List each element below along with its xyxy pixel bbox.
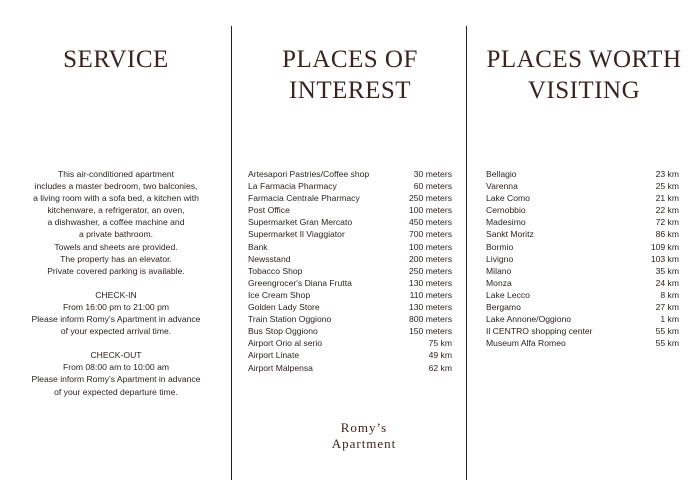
service-line: a dishwasher, a coffee machine and (47, 217, 185, 228)
place-name: Sankt Moritz (486, 229, 534, 240)
checkin-line: of your expected arrival time. (60, 326, 172, 337)
service-line: includes a master bedroom, two balconies, (34, 181, 198, 192)
list-item (248, 228, 452, 240)
place-name: Airport Linate (248, 350, 300, 361)
place-name: Lake Como (486, 193, 530, 204)
service-line: Private covered parking is available. (47, 265, 185, 276)
list-item (248, 349, 452, 361)
place-name: Lake Annone/Oggiono (486, 314, 572, 325)
place-name: Newsstand (248, 253, 291, 264)
place-distance: 250 meters (409, 265, 452, 276)
place-distance: 24 km (655, 277, 679, 288)
place-name: Ice Cream Shop (248, 289, 311, 300)
list-item (486, 301, 679, 313)
list-item (248, 277, 452, 289)
place-distance: 1 km (660, 314, 679, 325)
place-distance: 72 km (655, 217, 679, 228)
service-title: SERVICE (63, 46, 169, 73)
place-name: La Farmacia Pharmacy (248, 181, 337, 192)
list-item (248, 313, 452, 325)
list-item (486, 192, 679, 204)
place-name: Train Station Oggiono (248, 314, 332, 325)
list-item (248, 168, 452, 180)
place-distance: 130 meters (409, 302, 452, 313)
list-item (486, 277, 679, 289)
checkout-block (18, 349, 214, 397)
place-name: Airport Orio al serio (248, 338, 323, 349)
list-item (248, 325, 452, 337)
place-name: Post Office (248, 205, 290, 216)
place-distance: 60 meters (413, 181, 452, 192)
logo-line-1: Romy’s (340, 420, 388, 435)
list-item (248, 337, 452, 349)
place-distance: 27 km (655, 302, 679, 313)
checkout-line: Please inform Romy’s Apartment in advance (31, 374, 201, 385)
list-item (248, 362, 452, 374)
list-item (486, 265, 679, 277)
list-item (486, 228, 679, 240)
list-item (248, 216, 452, 228)
column-divider-left (231, 26, 232, 480)
place-name: Bormio (486, 241, 514, 252)
list-item (486, 168, 679, 180)
service-line: This air-conditioned apartment (57, 169, 175, 179)
place-name: Bank (248, 241, 268, 252)
place-distance: 21 km (655, 193, 679, 204)
place-distance: 250 meters (409, 193, 452, 204)
column-divider-right (466, 26, 467, 480)
list-item (486, 216, 679, 228)
place-name: Bergamo (486, 302, 521, 313)
service-description (18, 168, 214, 277)
service-line: kitchenware, a refrigerator, an oven, (47, 205, 185, 216)
place-name: Artesapori Pastries/Coffee shop (248, 169, 370, 179)
list-item (248, 289, 452, 301)
place-distance: 800 meters (409, 314, 452, 325)
checkin-line: Please inform Romy’s Apartment in advance (31, 314, 201, 325)
place-name: Farmacia Centrale Pharmacy (248, 193, 360, 204)
visiting-title: PLACES WORTH VISITING (486, 46, 682, 104)
place-name: Livigno (486, 253, 514, 264)
place-name: Supermarket Il Viaggiator (248, 229, 345, 240)
place-distance: 130 meters (409, 277, 452, 288)
place-name: Lake Lecco (486, 289, 530, 300)
service-line: Towels and sheets are provided. (54, 241, 178, 252)
place-name: Il CENTRO shopping center (486, 326, 593, 337)
service-line: The property has an elevator. (60, 253, 172, 264)
logo-line-2: Apartment (331, 436, 397, 451)
place-distance: 200 meters (409, 253, 452, 264)
place-name: Airport Malpensa (248, 362, 313, 373)
place-name: Madesimo (486, 217, 526, 228)
service-line: a private bathroom. (78, 229, 154, 240)
list-item (486, 253, 679, 265)
list-item (486, 337, 679, 349)
place-distance: 49 km (428, 350, 452, 361)
list-item (248, 301, 452, 313)
place-distance: 22 km (655, 205, 679, 216)
place-distance: 35 km (655, 265, 679, 276)
place-name: Cernobbio (486, 205, 526, 216)
apartment-logo (270, 420, 458, 452)
place-distance: 86 km (655, 229, 679, 240)
service-section (18, 168, 214, 398)
list-item (248, 180, 452, 192)
interest-list (248, 168, 452, 374)
list-item (486, 325, 679, 337)
checkin-block (18, 289, 214, 337)
list-item (248, 265, 452, 277)
checkout-line: From 08:00 am to 10:00 am (62, 362, 170, 373)
place-name: Tobacco Shop (248, 265, 303, 276)
place-name: Varenna (486, 181, 518, 192)
checkout-line: of your expected departure time. (54, 386, 178, 397)
list-item (486, 313, 679, 325)
place-distance: 700 meters (409, 229, 452, 240)
place-distance: 55 km (655, 326, 679, 337)
place-distance: 450 meters (409, 217, 452, 228)
list-item (248, 192, 452, 204)
checkout-heading: CHECK-OUT (90, 350, 142, 361)
spacer (18, 277, 214, 289)
interest-title: PLACES OF INTEREST (282, 46, 418, 104)
place-distance: 23 km (655, 169, 679, 179)
place-distance: 30 meters (413, 169, 452, 179)
place-name: Golden Lady Store (248, 302, 320, 313)
place-name: Milano (486, 265, 512, 276)
list-item (486, 241, 679, 253)
place-distance: 8 km (660, 289, 679, 300)
list-item (248, 241, 452, 253)
place-distance: 25 km (655, 181, 679, 192)
list-item (486, 289, 679, 301)
place-name: Supermarket Gran Mercato (248, 217, 353, 228)
checkin-line: From 16:00 pm to 21:00 pm (62, 301, 170, 312)
place-distance: 110 meters (409, 289, 452, 300)
place-name: Bellagio (486, 169, 517, 179)
checkin-heading: CHECK-IN (95, 289, 137, 300)
place-distance: 62 km (428, 362, 452, 373)
place-distance: 100 meters (409, 241, 452, 252)
list-item (248, 204, 452, 216)
place-distance: 100 meters (409, 205, 452, 216)
list-item (486, 204, 679, 216)
service-line: a living room with a sofa bed, a kitchen with (33, 193, 199, 204)
place-name: Greengrocer's Diana Frutta (248, 277, 352, 288)
place-name: Monza (486, 277, 512, 288)
spacer (18, 337, 214, 349)
place-distance: 150 meters (409, 326, 452, 337)
list-item (486, 180, 679, 192)
list-item (248, 253, 452, 265)
place-distance: 75 km (428, 338, 452, 349)
place-distance: 103 km (650, 253, 679, 264)
place-name: Museum Alfa Romeo (486, 338, 566, 349)
place-name: Bus Stop Oggiono (248, 326, 318, 337)
visiting-list (486, 168, 679, 349)
place-distance: 55 km (655, 338, 679, 349)
place-distance: 109 km (650, 241, 679, 252)
